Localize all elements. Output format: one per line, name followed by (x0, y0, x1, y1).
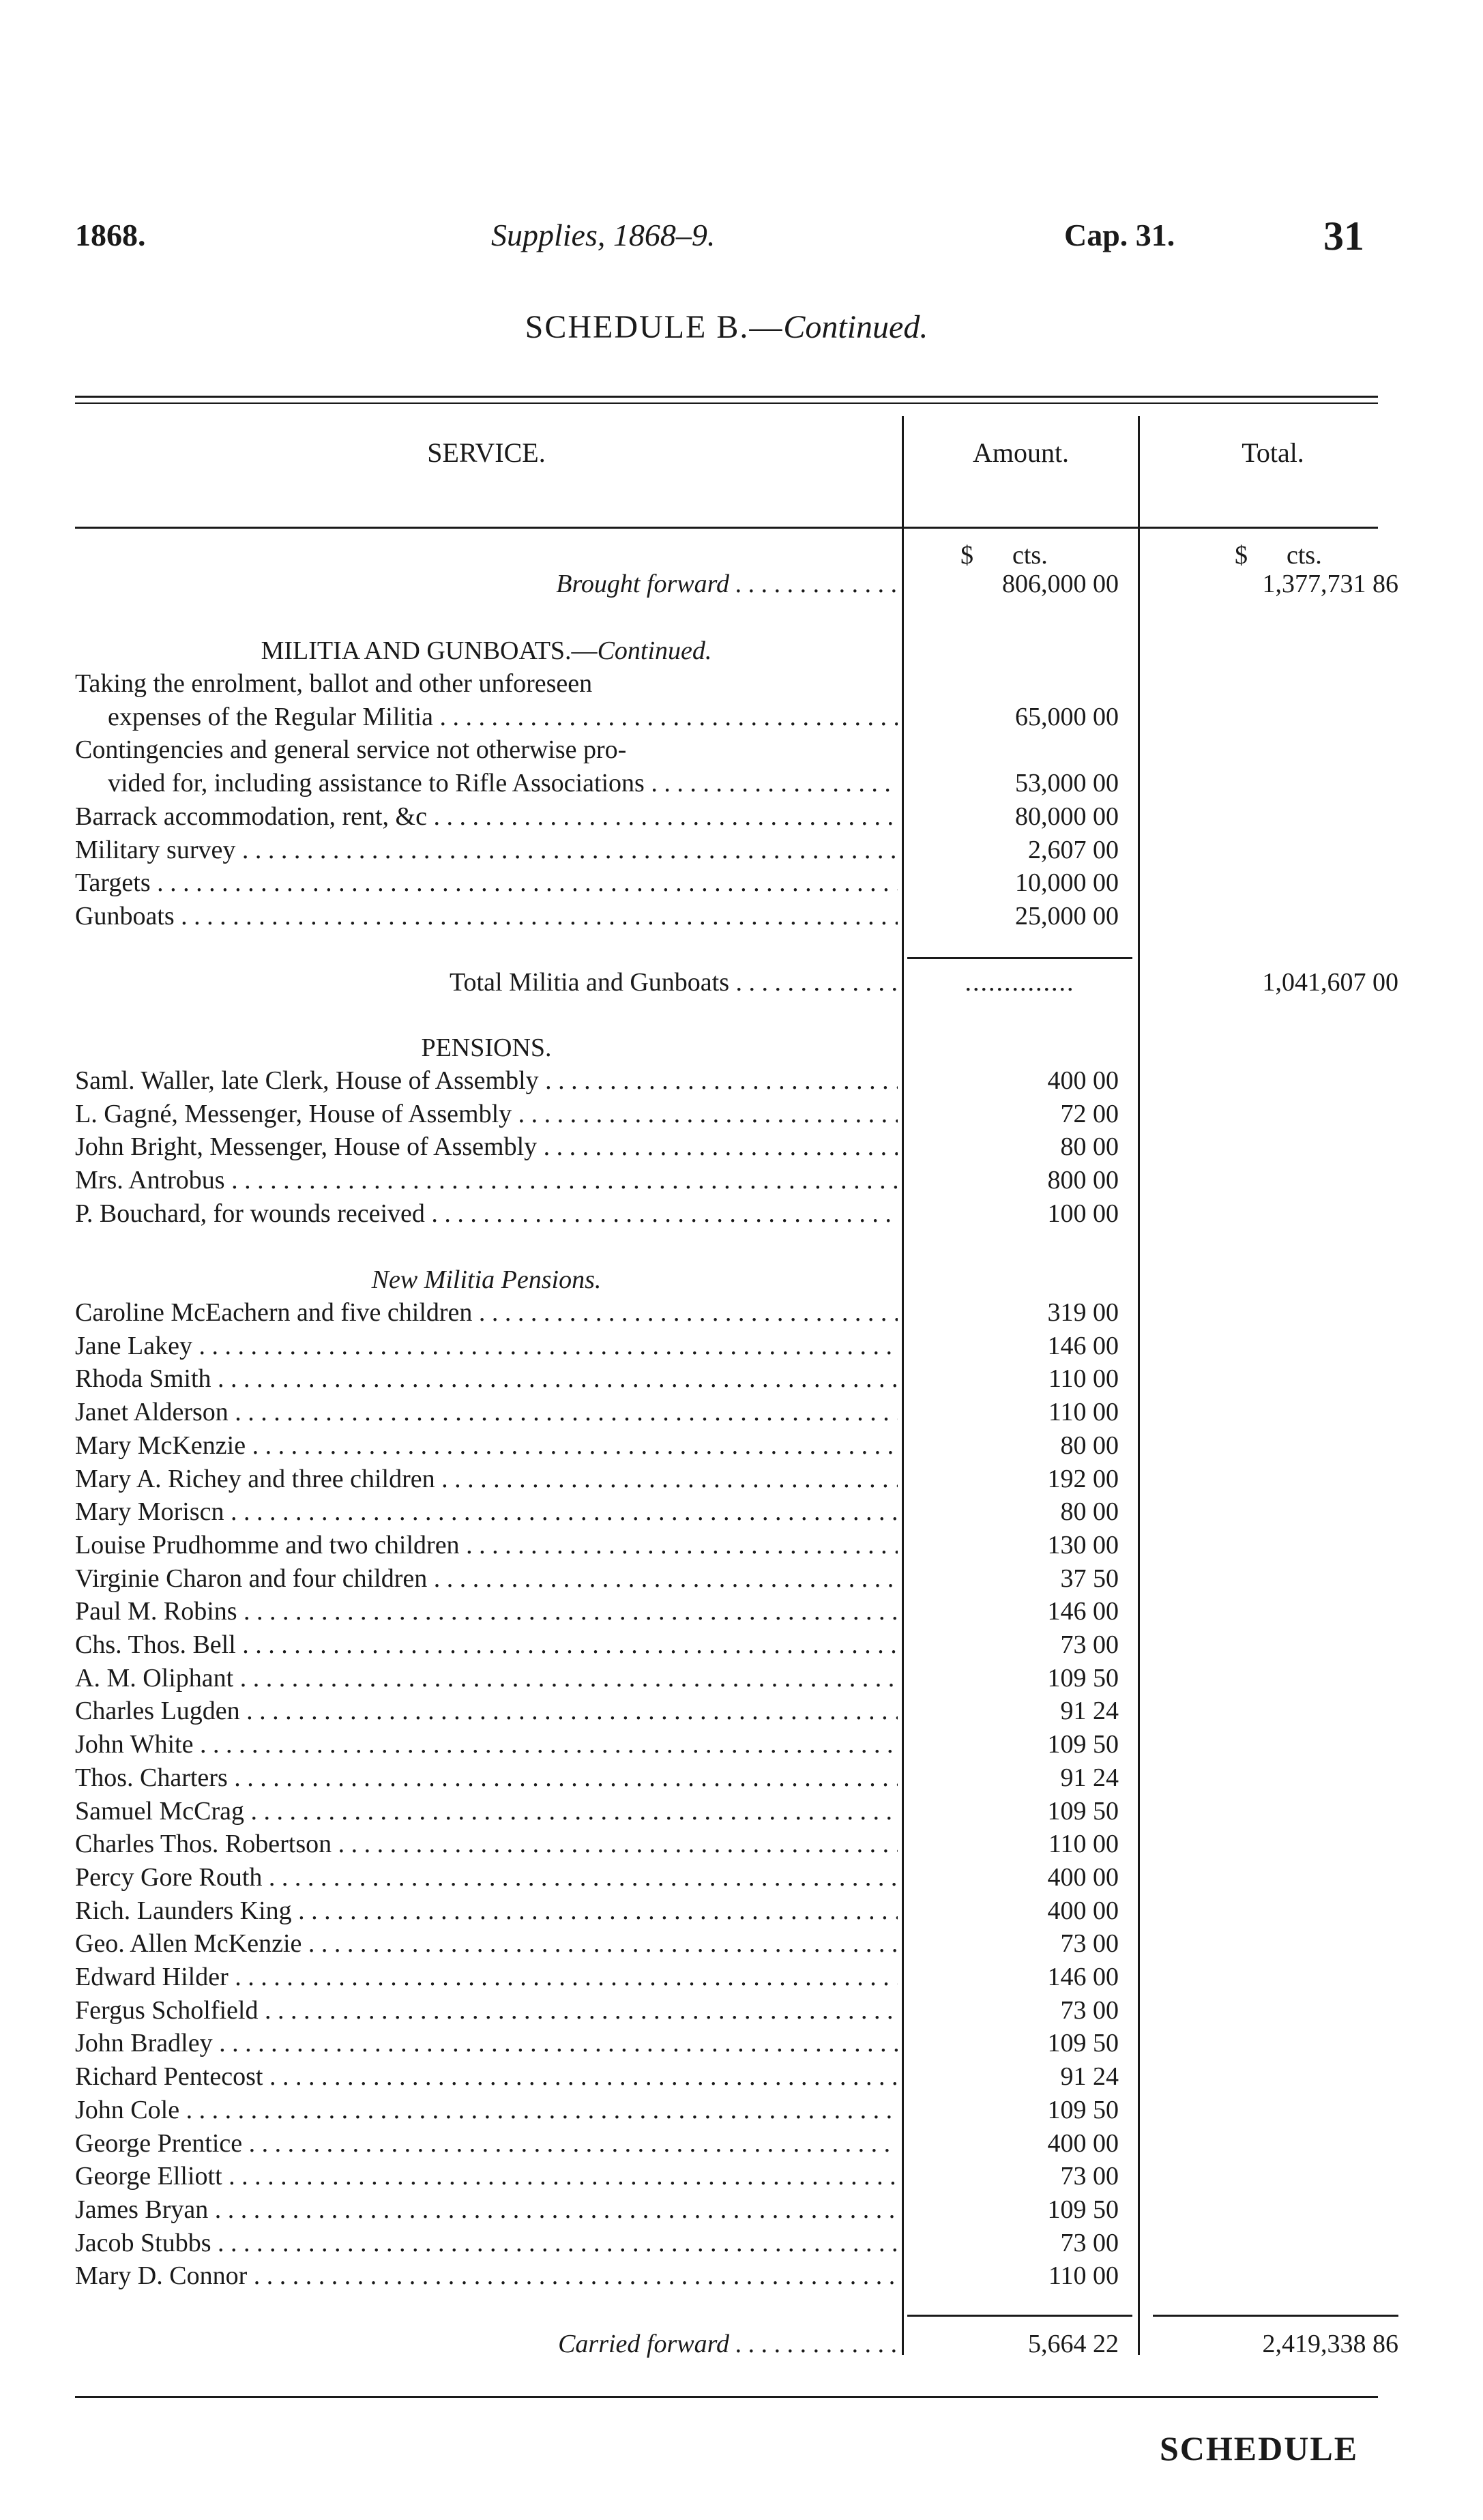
new-pension-row-8 (0, 1562, 1483, 1596)
header-bottom-rule (75, 527, 1378, 529)
carried-forward-total: 2,419,338 86 (1262, 2330, 1398, 2358)
new-pension-row-11-label: A. M. Oliphant . . . (75, 1662, 898, 1695)
militia-total-label: Total Militia and Gunboats . . . (75, 966, 898, 999)
pension-row-1-label: L. Gagné, Messenger, House of Assembly . . . (75, 1098, 898, 1131)
militia-item-5-label: Gunboats . . . (75, 900, 898, 933)
new-pension-row-18-amount: 400 00 (1047, 1896, 1119, 1925)
militia-item-2-amount: 80,000 00 (1015, 802, 1119, 831)
new-militia-pensions-heading-row (0, 1263, 1483, 1297)
schedule-title-continued: Continued. (783, 309, 928, 345)
new-pension-row-24-label: John Cole . . . (75, 2094, 898, 2127)
new-pension-row-13 (0, 1728, 1483, 1761)
new-pension-row-21-amount: 73 00 (1060, 1995, 1119, 2025)
new-pension-row-22-amount: 109 50 (1047, 2029, 1119, 2058)
new-pension-row-23-label: Richard Pentecost . . . (75, 2060, 898, 2094)
new-pension-row-0-amount: 319 00 (1047, 1298, 1119, 1327)
new-pension-row-16-amount: 110 00 (1048, 1830, 1119, 1859)
new-pension-row-29-amount: 110 00 (1048, 2261, 1119, 2291)
militia-item-1-line1 (0, 733, 1483, 767)
new-pension-row-26-label: George Elliott . . . (75, 2160, 898, 2193)
new-pension-row-23 (0, 2060, 1483, 2094)
new-pension-row-6-amount: 80 00 (1060, 1497, 1119, 1527)
militia-item-1 (0, 767, 1483, 800)
pension-row-2-amount: 80 00 (1060, 1132, 1119, 1162)
new-pension-row-8-label: Virginie Charon and four children . . . (75, 1562, 898, 1596)
new-pension-row-10-label: Chs. Thos. Bell . . . (75, 1628, 898, 1662)
pension-row-4-label: P. Bouchard, for wounds received . . . (75, 1197, 898, 1231)
carried-forward-rule-total (1153, 2315, 1398, 2317)
table-bottom-rule (75, 2396, 1378, 2398)
new-pension-row-24 (0, 2094, 1483, 2127)
new-pension-row-11 (0, 1662, 1483, 1695)
militia-item-3 (0, 834, 1483, 867)
pension-row-1 (0, 1098, 1483, 1131)
new-pension-row-5 (0, 1463, 1483, 1496)
new-pension-row-29-label: Mary D. Connor . . . (75, 2259, 898, 2293)
new-pension-row-13-label: John White . . . (75, 1728, 898, 1761)
column-header-total: Total. (1242, 437, 1304, 468)
new-pension-row-25-label: George Prentice . . . (75, 2127, 898, 2160)
new-pension-row-17 (0, 1861, 1483, 1894)
militia-item-5-amount: 25,000 00 (1015, 901, 1119, 931)
new-pension-row-15-amount: 109 50 (1047, 1796, 1119, 1826)
militia-item-4 (0, 866, 1483, 900)
new-pension-row-14 (0, 1761, 1483, 1795)
new-pension-row-12-amount: 91 24 (1060, 1697, 1119, 1726)
new-pension-row-23-amount: 91 24 (1060, 2062, 1119, 2092)
new-pension-row-4 (0, 1429, 1483, 1463)
new-pension-row-14-amount: 91 24 (1060, 1763, 1119, 1792)
new-pension-row-9 (0, 1595, 1483, 1628)
pension-row-1-amount: 72 00 (1060, 1099, 1119, 1128)
militia-item-1-line1-label: Contingencies and general service not otherwise pro- (75, 735, 627, 765)
new-pension-row-26-amount: 73 00 (1060, 2162, 1119, 2191)
militia-heading-row (0, 634, 1483, 668)
new-pension-row-15-label: Samuel McCrag . . . (75, 1795, 898, 1828)
new-pension-row-6-label: Mary Moriscn . . . (75, 1495, 898, 1529)
new-pension-row-8-amount: 37 50 (1060, 1564, 1119, 1593)
new-pension-row-0-label: Caroline McEachern and five children . . . (75, 1296, 898, 1330)
pension-row-0-amount: 400 00 (1047, 1066, 1119, 1095)
militia-item-0 (0, 701, 1483, 734)
pension-row-2 (0, 1130, 1483, 1164)
pension-row-0 (0, 1064, 1483, 1098)
new-pension-row-9-amount: 146 00 (1047, 1597, 1119, 1626)
militia-item-2-label: Barrack accommodation, rent, &c . . . (75, 800, 898, 834)
total-units: $ cts. (1235, 541, 1322, 570)
new-pension-row-2 (0, 1362, 1483, 1396)
militia-item-4-amount: 10,000 00 (1015, 868, 1119, 898)
new-pension-row-7-amount: 130 00 (1047, 1530, 1119, 1559)
new-pension-row-19-amount: 73 00 (1060, 1929, 1119, 1959)
new-pension-row-3-label: Janet Alderson . . . (75, 1396, 898, 1429)
new-pension-row-10 (0, 1628, 1483, 1662)
new-pension-row-7 (0, 1529, 1483, 1562)
running-head-chapter: Cap. 31. (1064, 218, 1175, 252)
militia-item-3-label: Military survey . . . (75, 834, 898, 867)
new-pension-row-20-label: Edward Hilder . . . (75, 1961, 898, 1994)
new-pension-row-17-label: Percy Gore Routh . . . (75, 1861, 898, 1894)
column-header-service: SERVICE. (427, 437, 546, 468)
new-pension-row-16-label: Charles Thos. Robertson . . . (75, 1828, 898, 1861)
new-pension-row-0 (0, 1296, 1483, 1330)
pension-row-3 (0, 1164, 1483, 1197)
new-pension-row-18-label: Rich. Launders King . . . (75, 1894, 898, 1928)
schedule-title (0, 308, 1453, 346)
new-pension-row-27-label: James Bryan . . . (75, 2193, 898, 2227)
new-pension-row-5-amount: 192 00 (1047, 1464, 1119, 1493)
pension-row-4 (0, 1197, 1483, 1231)
new-pension-row-1-amount: 146 00 (1047, 1331, 1119, 1360)
new-pension-row-28-amount: 73 00 (1060, 2228, 1119, 2257)
militia-subtotal-rule (907, 957, 1132, 959)
brought-forward-amount: 806,000 00 (1002, 570, 1119, 598)
new-pension-row-22-label: John Bradley . . . (75, 2027, 898, 2060)
new-pension-row-19-label: Geo. Allen McKenzie . . . (75, 1927, 898, 1961)
new-pension-row-7-label: Louise Prudhomme and two children . . . (75, 1529, 898, 1562)
militia-total-dots: .............. (965, 968, 1075, 997)
pensions-heading-row (0, 1031, 1483, 1065)
pension-row-2-label: John Bright, Messenger, House of Assembly . . . (75, 1130, 898, 1164)
new-pension-row-22 (0, 2027, 1483, 2060)
militia-item-1-label: vided for, including assistance to Rifle Associations . . . (108, 767, 898, 800)
pension-row-3-label: Mrs. Antrobus . . . (75, 1164, 898, 1197)
new-pension-row-1 (0, 1330, 1483, 1363)
new-pension-row-2-amount: 110 00 (1048, 1364, 1119, 1394)
new-militia-pensions-heading: New Militia Pensions. (371, 1265, 602, 1294)
new-pension-row-16 (0, 1828, 1483, 1861)
new-pension-row-25-amount: 400 00 (1047, 2128, 1119, 2158)
new-pension-row-4-amount: 80 00 (1060, 1431, 1119, 1460)
running-head-title: Supplies, 1868–9. (491, 218, 716, 252)
brought-forward-row (0, 568, 1483, 601)
new-pension-row-21 (0, 1994, 1483, 2027)
new-pension-row-20 (0, 1961, 1483, 1994)
militia-item-1-amount: 53,000 00 (1015, 769, 1119, 798)
new-pension-row-2-label: Rhoda Smith . . . (75, 1362, 898, 1396)
militia-item-3-amount: 2,607 00 (1028, 835, 1119, 864)
page-number: 31 (1323, 214, 1364, 259)
running-head-year: 1868. (75, 218, 146, 252)
brought-forward-label: Brought forward . . . (75, 568, 898, 601)
pension-row-0-label: Saml. Waller, late Clerk, House of Assembly . . . (75, 1064, 898, 1098)
militia-item-0-line1 (0, 667, 1483, 701)
running-head (0, 214, 1483, 259)
militia-item-0-label: expenses of the Regular Militia . . . (108, 701, 898, 734)
militia-total-amount: 1,041,607 00 (1262, 968, 1398, 997)
brought-forward-total: 1,377,731 86 (1262, 570, 1398, 598)
carried-forward-label: Carried forward . . . (75, 2328, 898, 2361)
new-pension-row-4-label: Mary McKenzie . . . (75, 1429, 898, 1463)
new-pension-row-28 (0, 2227, 1483, 2260)
new-pension-row-12 (0, 1695, 1483, 1728)
new-pension-row-13-amount: 109 50 (1047, 1730, 1119, 1759)
new-pension-row-3 (0, 1396, 1483, 1429)
new-pension-row-5-label: Mary A. Richey and three children . . . (75, 1463, 898, 1496)
new-pension-row-19 (0, 1927, 1483, 1961)
militia-item-4-label: Targets . . . (75, 866, 898, 900)
new-pension-row-21-label: Fergus Scholfield . . . (75, 1994, 898, 2027)
new-pension-row-17-amount: 400 00 (1047, 1862, 1119, 1892)
carried-forward-rule-amount (907, 2315, 1132, 2317)
new-pension-row-14-label: Thos. Charters . . . (75, 1761, 898, 1795)
new-pension-row-3-amount: 110 00 (1048, 1398, 1119, 1427)
militia-item-2 (0, 800, 1483, 834)
new-pension-row-6 (0, 1495, 1483, 1529)
table-top-rule-2 (75, 402, 1378, 404)
new-pension-row-27-amount: 109 50 (1047, 2195, 1119, 2224)
catchword: SCHEDULE (1160, 2429, 1359, 2467)
new-pension-row-20-amount: 146 00 (1047, 1963, 1119, 1991)
new-pension-row-29 (0, 2259, 1483, 2293)
amount-units: $ cts. (960, 541, 1048, 570)
schedule-title-main: SCHEDULE B.— (525, 309, 784, 345)
pensions-heading: PENSIONS. (421, 1034, 552, 1062)
new-pension-row-10-amount: 73 00 (1060, 1630, 1119, 1659)
new-pension-row-28-label: Jacob Stubbs . . . (75, 2227, 898, 2260)
new-pension-row-18 (0, 1894, 1483, 1928)
new-pension-row-25 (0, 2127, 1483, 2160)
militia-heading: MILITIA AND GUNBOATS.—Continued. (261, 636, 712, 665)
column-header-amount: Amount. (972, 437, 1070, 468)
new-pension-row-12-label: Charles Lugden . . . (75, 1695, 898, 1728)
militia-total-row (0, 966, 1483, 999)
militia-item-0-line1-label: Taking the enrolment, ballot and other unforeseen (75, 669, 593, 698)
pension-row-3-amount: 800 00 (1047, 1166, 1119, 1195)
pension-row-4-amount: 100 00 (1047, 1199, 1119, 1228)
new-pension-row-27 (0, 2193, 1483, 2227)
new-pension-row-24-amount: 109 50 (1047, 2095, 1119, 2124)
new-pension-row-9-label: Paul M. Robins . . . (75, 1595, 898, 1628)
carried-forward-row (0, 2328, 1483, 2361)
table-top-rule-1 (75, 396, 1378, 398)
new-pension-row-11-amount: 109 50 (1047, 1663, 1119, 1693)
new-pension-row-15 (0, 1795, 1483, 1828)
militia-item-0-amount: 65,000 00 (1015, 702, 1119, 731)
new-pension-row-1-label: Jane Lakey . . . (75, 1330, 898, 1363)
new-pension-row-26 (0, 2160, 1483, 2193)
carried-forward-amount: 5,664 22 (1028, 2330, 1119, 2358)
militia-item-5 (0, 900, 1483, 933)
